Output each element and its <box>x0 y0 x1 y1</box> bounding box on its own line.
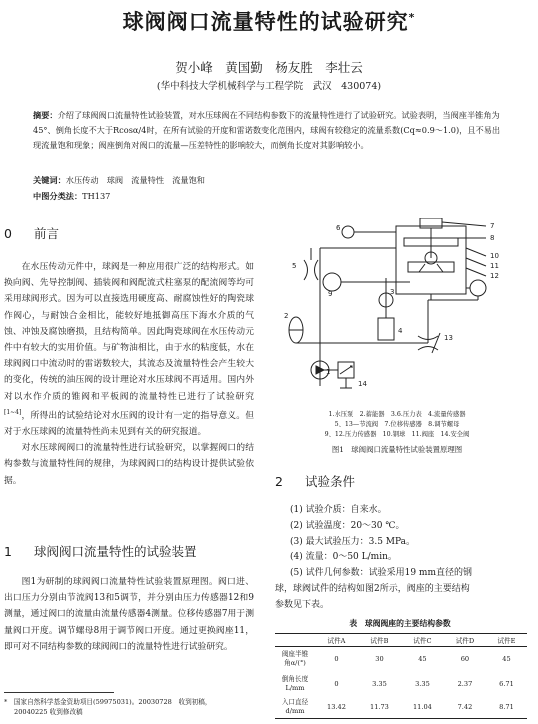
column-header: 试件E <box>497 636 516 645</box>
table-title: 表 球阀阀座的主要结构参数 <box>349 619 451 628</box>
keywords: 关键词：水压传动 球阀 流量特性 流量饱和 <box>33 175 205 185</box>
label-1: 1 <box>326 368 331 376</box>
label-13: 13 <box>444 334 453 342</box>
table-header-row <box>275 634 527 646</box>
paper-title: 球阀阀口流量特性的试验研究* <box>122 10 416 34</box>
table-row: 倒角长度 L/mm 0 3.35 3.35 2.37 6.71 <box>281 675 514 692</box>
section-2-heading: 2 试验条件 <box>275 474 356 489</box>
label-10: 10 <box>490 252 499 260</box>
condition-4: (4) 流量：0～50 L/min。 <box>290 552 397 563</box>
figure-1-legend: 1.水压泵 2.蓄能器 3.6.压力表 4.流量传感器 5、13—节流阀 7.位移传感器 8.调节螺母 9、12.压力传感器 10.钢球 11.阀座 14.安全阀 <box>324 411 470 438</box>
section-1-paragraph-1: 图1为研制的球阀阀口流量特性试验装置原理图。阀口进、出口压力分别由节流阀13和5调节，并分别由压力传感器12和9测量，通过阀口的流量由流量传感器4测量。位移传感器7用于测量阀口开度。调节螺母8用于调节阀口开度。通过更换阀座11，即可对不同结构参数的球阀阀口的流量特性进行试验研究。 <box>4 577 254 652</box>
column-header: 试件B <box>370 636 389 645</box>
figure-1-schematic <box>278 218 516 400</box>
parameter-table <box>275 634 527 719</box>
column-header: 试件D <box>455 636 475 645</box>
condition-5-continuation: 球，球阀试件的结构如图2所示，阀座的主要结构 参数见下表。 <box>275 584 470 610</box>
abstract-label: 摘要： <box>33 110 58 120</box>
abstract-text: 介绍了球阀阀口流量特性试验装置，对水压球阀在不同结构参数下的流量特性进行了试验研究。试验表明，当阀座半锥角为45°、倒角长度不大于Rcosα/4时，在所有试验的开度和雷诺数变化范围内，球阀有较稳定的流量系数(Cq≈0.9～1.0)，且不易出现流量饱和现象；阀座倒角对阀口的流量—压差特性的影响较大，而倒角长度对其影响较小。 <box>33 110 501 150</box>
condition-1: (1) 试验介质：自来水。 <box>290 505 387 515</box>
column-header: 试件C <box>413 636 432 645</box>
footnote-rule <box>4 692 114 693</box>
condition-5-line-1: (5) 试件几何参数：试验采用19 mm直径的钢 <box>290 568 472 579</box>
section-0-heading: 0 前言 <box>4 226 60 241</box>
throttle-valve-5-symbol <box>304 260 318 280</box>
section-0-paragraph-2: 对水压球阀阀口的流量特性进行试验研究，以掌握阀口的结构参数与流量特性间的规律，为球阀阀口的结构设计提供试验依据。 <box>4 443 254 486</box>
label-6: 6 <box>336 224 341 232</box>
label-5: 5 <box>292 262 297 270</box>
section-0-body <box>4 259 254 489</box>
label-3: 3 <box>390 288 395 296</box>
section-0-paragraph-1: 在水压传动元件中，球阀是一种应用很广泛的结构形式。如换向阀、先导控制阀、插装阀和阀配流式柱塞泵的配流阀等均可采用球阀形式。因为可以直接选用硬度高、耐腐蚀性好的陶瓷球作阀心，与耐蚀合金相比，能较好地抵御高压下海水介质的气蚀、冲蚀及腐蚀磨损，且结构简单。因此陶瓷球阀在水压传动元件中有较大的实用价值。与矿物油相比，由于水的粘度低，水在球阀阀口中流动时的雷诺数较大，其流态及流量特性会产生较大的变化，传统的油压阀的设计理论对水压球阀不再适用。国内外对以水作介质的锥阀和平板阀的流量特性已进行了试验研究[1~4]，所得出的试验结论对水压阀的设计有一定的指导意义。但对于水压球阀的流量特性尚未见到有关的研究报道。 <box>4 262 254 437</box>
pressure-sensor-12-symbol <box>470 280 486 296</box>
label-11: 11 <box>490 262 499 270</box>
classification: 中图分类法：TH137 <box>33 191 111 201</box>
authors: 贺小峰 黄国勤 杨友胜 李壮云 <box>175 60 363 75</box>
figure-1-caption: 图1 球阀阀口流量特性试验装置原理图 <box>331 445 463 454</box>
footnote: * 国家自然科学基金资助项目(59975031)。20030728 收到初稿， 20040225 收到修改稿 <box>4 698 212 716</box>
condition-3: (3) 最大试验压力：3.5 MPa。 <box>290 536 416 547</box>
label-7: 7 <box>490 222 495 230</box>
abstract <box>33 108 503 153</box>
table-row: 入口直径 d/mm 13.42 11.73 11.04 7.42 8.71 <box>275 696 527 718</box>
section-1-body <box>4 574 254 655</box>
pressure-gauge-6-symbol <box>342 226 354 238</box>
section-1-heading: 1 球阀阀口流量特性的试验装置 <box>4 544 197 559</box>
label-14: 14 <box>358 380 367 388</box>
pressure-sensor-9-symbol <box>323 273 341 291</box>
table-row: 阀座半锥 角α/(°) 0 30 45 60 45 <box>275 646 527 672</box>
condition-2: (2) 试验温度：20～30 ℃。 <box>290 520 405 531</box>
affiliation: (华中科技大学机械科学与工程学院 武汉 430074) <box>156 81 382 92</box>
label-2: 2 <box>284 312 289 320</box>
title-footnote-mark: * <box>408 11 416 24</box>
label-8: 8 <box>490 234 495 242</box>
column-header: 试件A <box>327 636 346 645</box>
label-9: 9 <box>328 290 333 298</box>
test-conditions-list <box>290 503 472 582</box>
flow-sensor-symbol <box>378 318 394 340</box>
label-4: 4 <box>398 327 403 335</box>
label-12: 12 <box>490 272 499 280</box>
